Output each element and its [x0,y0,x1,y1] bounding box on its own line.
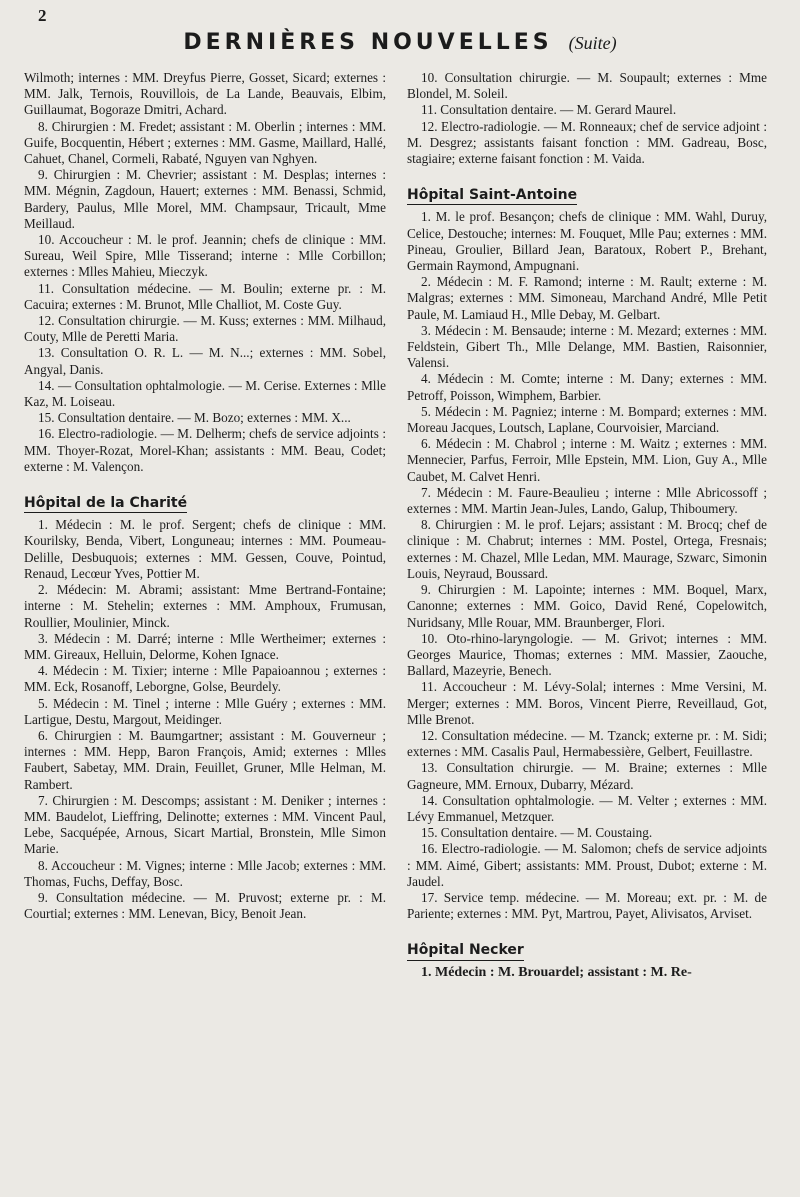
list-item: 11. Consultation médecine. — M. Boulin; externe pr. : M. Cacuira; externes : M. Brunot, Mlle Challiot, M. Coste Guy. [24,280,386,312]
list-item: 16. Electro-radiologie. — M. Delherm; chefs de service adjoints : MM. Thoyer-Rozat, Morel-Khan; assistants : MM. Beau, Codet; externe : M. Valençon. [24,426,386,474]
section-heading-charite: Hôpital de la Charité [24,495,187,513]
list-item: 1. Médecin : M. Brouardel; assistant : M. Re- [421,964,692,980]
list-item: 1. Médecin : M. le prof. Sergent; chefs de clinique : MM. Kourilsky, Benda, Vibert, Longuneau; internes : MM. Poumeau-Delille, Desbuquois; externes : MM. Gessen, Couve, Pointud, Renaud, Lecœur Yves, Pottier M. [24,517,386,581]
page-title: DERNIÈRES NOUVELLES [183,30,553,55]
left-column [24,70,386,922]
list-item: 13. Consultation chirurgie. — M. Braine; externes : Mlle Gagneure, MM. Ernoux, Dubarry, Mézard. [407,760,767,792]
list-item: 16. Electro-radiologie. — M. Salomon; chefs de service adjoints : MM. Aimé, Gibert; assistants: MM. Proust, Dubot; externe : M. Jaudel. [407,841,767,889]
list-item: 1. M. le prof. Besançon; chefs de clinique : MM. Wahl, Duruy, Celice, Destouche; internes: M. Fouquet, Mlle Pau; externes : MM. Pineau, Groulier, Billard Jean, Baratoux, Robert P., Brehant, Germain Raymond, Ampugnani. [407,209,767,274]
list-item: 8. Accoucheur : M. Vignes; interne : Mlle Jacob; externes : MM. Thomas, Fuchs, Deffay, Bosc. [24,857,386,889]
list-item: 2. Médecin: M. Abrami; assistant: Mme Bertrand-Fontaine; interne : M. Stehelin; externes : MM. Amphoux, Frumusan, Roullier, Moulinier, Minck. [24,582,386,630]
list-item: 8. Chirurgien : M. le prof. Lejars; assistant : M. Brocq; chef de clinique : M. Chabrut; internes : MM. Postel, Ortega, Fresnais; externes : M. Chazel, Mlle Ledan, MM. Maurage, Szwarc, Simonin Louis, Neyraud, Boussard. [407,517,767,581]
list-item: 4. Médecin : M. Tixier; interne : Mlle Papaioannou ; externes : MM. Eck, Rosanoff, Leborgne, Golse, Beurdely. [24,663,386,695]
list-item: 11. Accoucheur : M. Lévy-Solal; internes : Mme Versini, M. Merger; externes : MM. Boros, Vincent Pierre, Reveillaud, Got, Mlle Brenot. [407,679,767,727]
list-item: 9. Consultation médecine. — M. Pruvost; externe pr. : M. Courtial; externes : MM. Lenevan, Bicy, Benoit Jean. [24,889,386,922]
list-item: 3. Médecin : M. Darré; interne : Mlle Wertheimer; externes : MM. Gireaux, Helluin, Delorme, Kohen Ignace. [24,630,386,662]
list-item: 7. Médecin : M. Faure-Beaulieu ; interne : Mlle Abricossoff ; externes : MM. Martin Jean-Jules, Lando, Galup, Thiboumery. [407,484,767,517]
list-item: 17. Service temp. médecine. — M. Moreau; ext. pr. : M. de Pariente; externes : MM. Pyt, Martrou, Payet, Alivisatos, Arviset. [407,889,767,922]
list-item: 7. Chirurgien : M. Descomps; assistant : M. Deniker ; internes : MM. Baudelot, Lieffring, Delinotte; externes : MM. Vincent Paul, Lebe, Sacquépée, Arnous, Sicart Martial, Bronstein, Mlle Simon Marie. [24,792,386,857]
list-item: 4. Médecin : M. Comte; interne : M. Dany; externes : MM. Petroff, Poisson, Wimphem, Barbier. [407,371,767,403]
list-item: 10. Oto-rhino-laryngologie. — M. Grivot; internes : MM. Georges Maurice, Thomas; externes : MM. Massier, Zaouche, Ballard, Mazeyrie, Benech. [407,630,767,679]
list-item: 12. Electro-radiologie. — M. Ronneaux; chef de service adjoint : M. Desgrez; assistants faisant fonction : MM. Gadreau, Bosc, stagiaire; externe faisant fonction : M. Vaida. [407,118,767,167]
page-subtitle: (Suite) [568,33,617,53]
list-item: 11. Consultation dentaire. — M. Gerard Maurel. [421,102,677,118]
list-item: 10. Consultation chirurgie. — M. Soupault; externes : Mme Blondel, M. Soleil. [407,70,767,102]
list-item: 14. Consultation ophtalmologie. — M. Velter ; externes : MM. Lévy Emmanuel, Metzquer. [407,792,767,824]
list-item: 5. Médecin : M. Tinel ; interne : Mlle Guéry ; externes : MM. Lartigue, Destu, Margout, Meidinger. [24,695,386,727]
list-item: 2. Médecin : M. F. Ramond; interne : M. Rault; externe : M. Malgras; externes : MM. Simoneau, Marchand André, Mlle Petit Paule, M. Lamiaud H., Mlle Debay, M. Gelbart. [407,274,767,322]
section-heading-necker: Hôpital Necker [407,942,524,960]
list-item: 6. Médecin : M. Chabrol ; interne : M. Waitz ; externes : MM. Mennecier, Parfus, Ferroir, Mlle Epstein, MM. Lion, Guy A., Mlle Caubet, M. Calvet Henri. [407,436,767,484]
list-item: 12. Consultation chirurgie. — M. Kuss; externes : MM. Milhaud, Couty, Mlle de Peretti Maria. [24,313,386,345]
list-item: 6. Chirurgien : M. Baumgartner; assistant : M. Gouverneur ; internes : MM. Hepp, Baron François, Amid; externes : Mlles Faubert, Sabetay, MM. Drain, Feuillet, Gruner, Mlle Helman, M. Rambert. [24,727,386,792]
list-item: 10. Accoucheur : M. le prof. Jeannin; chefs de clinique : MM. Sureau, Weil Spire, Mlle Tisserand; interne : Mlle Corbillon; externes : Mlles Mahieu, Mieczyk. [24,232,386,280]
list-item: 15. Consultation dentaire. — M. Coustaing. [421,825,653,841]
page-header [0,30,800,55]
list-item: 9. Chirurgien : M. Chevrier; assistant : M. Desplas; internes : MM. Mégnin, Zagdoun, Hauert; externes : MM. Benassi, Schmid, Bardery, Paulus, Mlle Morel, MM. Champsaur, Tricault, Mme Meillaud. [24,167,386,231]
list-item: 3. Médecin : M. Bensaude; interne : M. Mezard; externes : MM. Feldstein, Gibert Th., Mlle Delange, MM. Bastien, Raisonnier, Valensi. [407,322,767,371]
list-item: 13. Consultation O. R. L. — M. N...; externes : MM. Sobel, Angyal, Danis. [24,345,386,377]
list-item: 15. Consultation dentaire. — M. Bozo; externes : MM. X... [38,410,351,426]
page-number: 2 [38,6,47,25]
list-item: 5. Médecin : M. Pagniez; interne : M. Bompard; externes : MM. Moreau Jacques, Loutsch, Laplane, Courvoisier, Marciand. [407,403,767,436]
list-item: 8. Chirurgien : M. Fredet; assistant : M. Oberlin ; internes : MM. Guife, Bocquentin, Hébert ; externes : MM. Gasme, Maillard, Hallé, Cahuet, Chanel, Cormeli, Rabaté, Nguyen van Nghyen. [24,118,386,167]
list-item: Wilmoth; internes : MM. Dreyfus Pierre, Gosset, Sicard; externes : MM. Jalk, Ternois, Rouvillois, de La Lande, Beauvais, Elbim, Guillaumat, Bogoraze Dmitri, Achard. [24,70,386,118]
section-heading-saint-antoine: Hôpital Saint-Antoine [407,187,577,205]
list-item: 14. — Consultation ophtalmologie. — M. Cerise. Externes : Mlle Kaz, M. Loiseau. [24,377,386,410]
list-item: 12. Consultation médecine. — M. Tzanck; externe pr. : M. Sidi; externes : MM. Casalis Paul, Hermabessière, Gelbert, Feuillastre. [407,727,767,760]
right-column [407,70,767,981]
list-item: 9. Chirurgien : M. Lapointe; internes : MM. Boquel, Marx, Canonne; externes : MM. Goico, David René, Copelowitch, Nuridsany, Mlle Rouar, MM. Braunberger, Flori. [407,582,767,630]
